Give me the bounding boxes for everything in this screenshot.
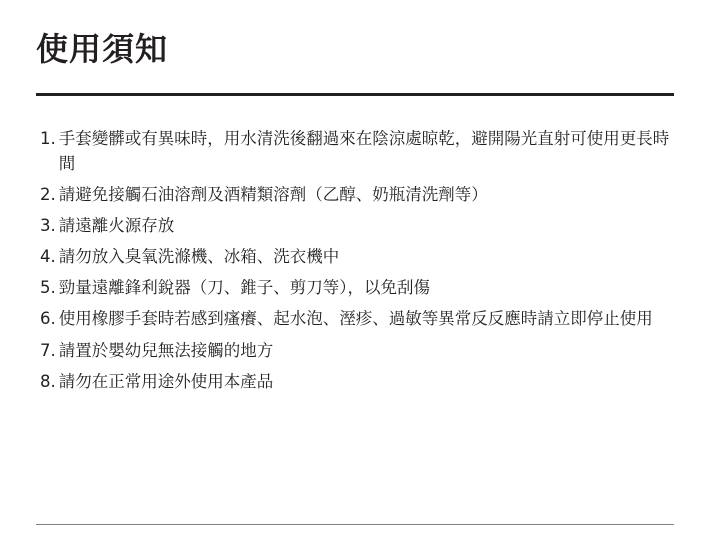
list-item	[40, 213, 678, 238]
list-item-text: 請勿在正常用途外使用本產品	[58, 371, 274, 391]
list-item-marker: 7.	[40, 340, 56, 360]
list-item	[40, 126, 678, 176]
list-item-marker: 6.	[40, 309, 56, 329]
title-divider	[36, 93, 674, 96]
list-item-marker: 3.	[40, 216, 56, 236]
list-item	[40, 306, 678, 331]
list-item-marker: 2.	[40, 185, 56, 205]
list-item-text: 請避免接觸石油溶劑及酒精類溶劑（乙醇、奶瓶清洗劑等）	[58, 185, 488, 205]
list-item	[40, 182, 678, 207]
list-item-text: 勁量遠離鋒利銳器（刀、錐子、剪刀等），以免刮傷	[58, 278, 430, 298]
instructions-list	[40, 126, 678, 400]
list-item	[40, 338, 678, 363]
list-item-text: 使用橡膠手套時若感到瘙癢、起水泡、溼疹、過敏等異常反反應時請立即停止使用	[58, 309, 653, 329]
list-item-text: 請遠離火源存放	[58, 216, 175, 236]
list-item-text: 手套變髒或有異味時，用水清洗後翻過來在陰涼處晾乾，避開陽光直射可使用更長時間	[58, 129, 670, 174]
list-item-text: 請勿放入臭氧洗滌機、冰箱、洗衣機中	[58, 247, 340, 267]
list-item-marker: 1.	[40, 129, 56, 148]
footer-divider	[36, 524, 674, 525]
list-item-marker: 5.	[40, 278, 56, 298]
list-item-marker: 4.	[40, 247, 56, 267]
list-item-text: 請置於嬰幼兒無法接觸的地方	[58, 340, 274, 360]
list-item-marker: 8.	[40, 371, 56, 391]
list-item	[40, 369, 678, 394]
page-title: 使用須知	[36, 30, 169, 68]
list-item	[40, 275, 678, 300]
list-item	[40, 244, 678, 269]
